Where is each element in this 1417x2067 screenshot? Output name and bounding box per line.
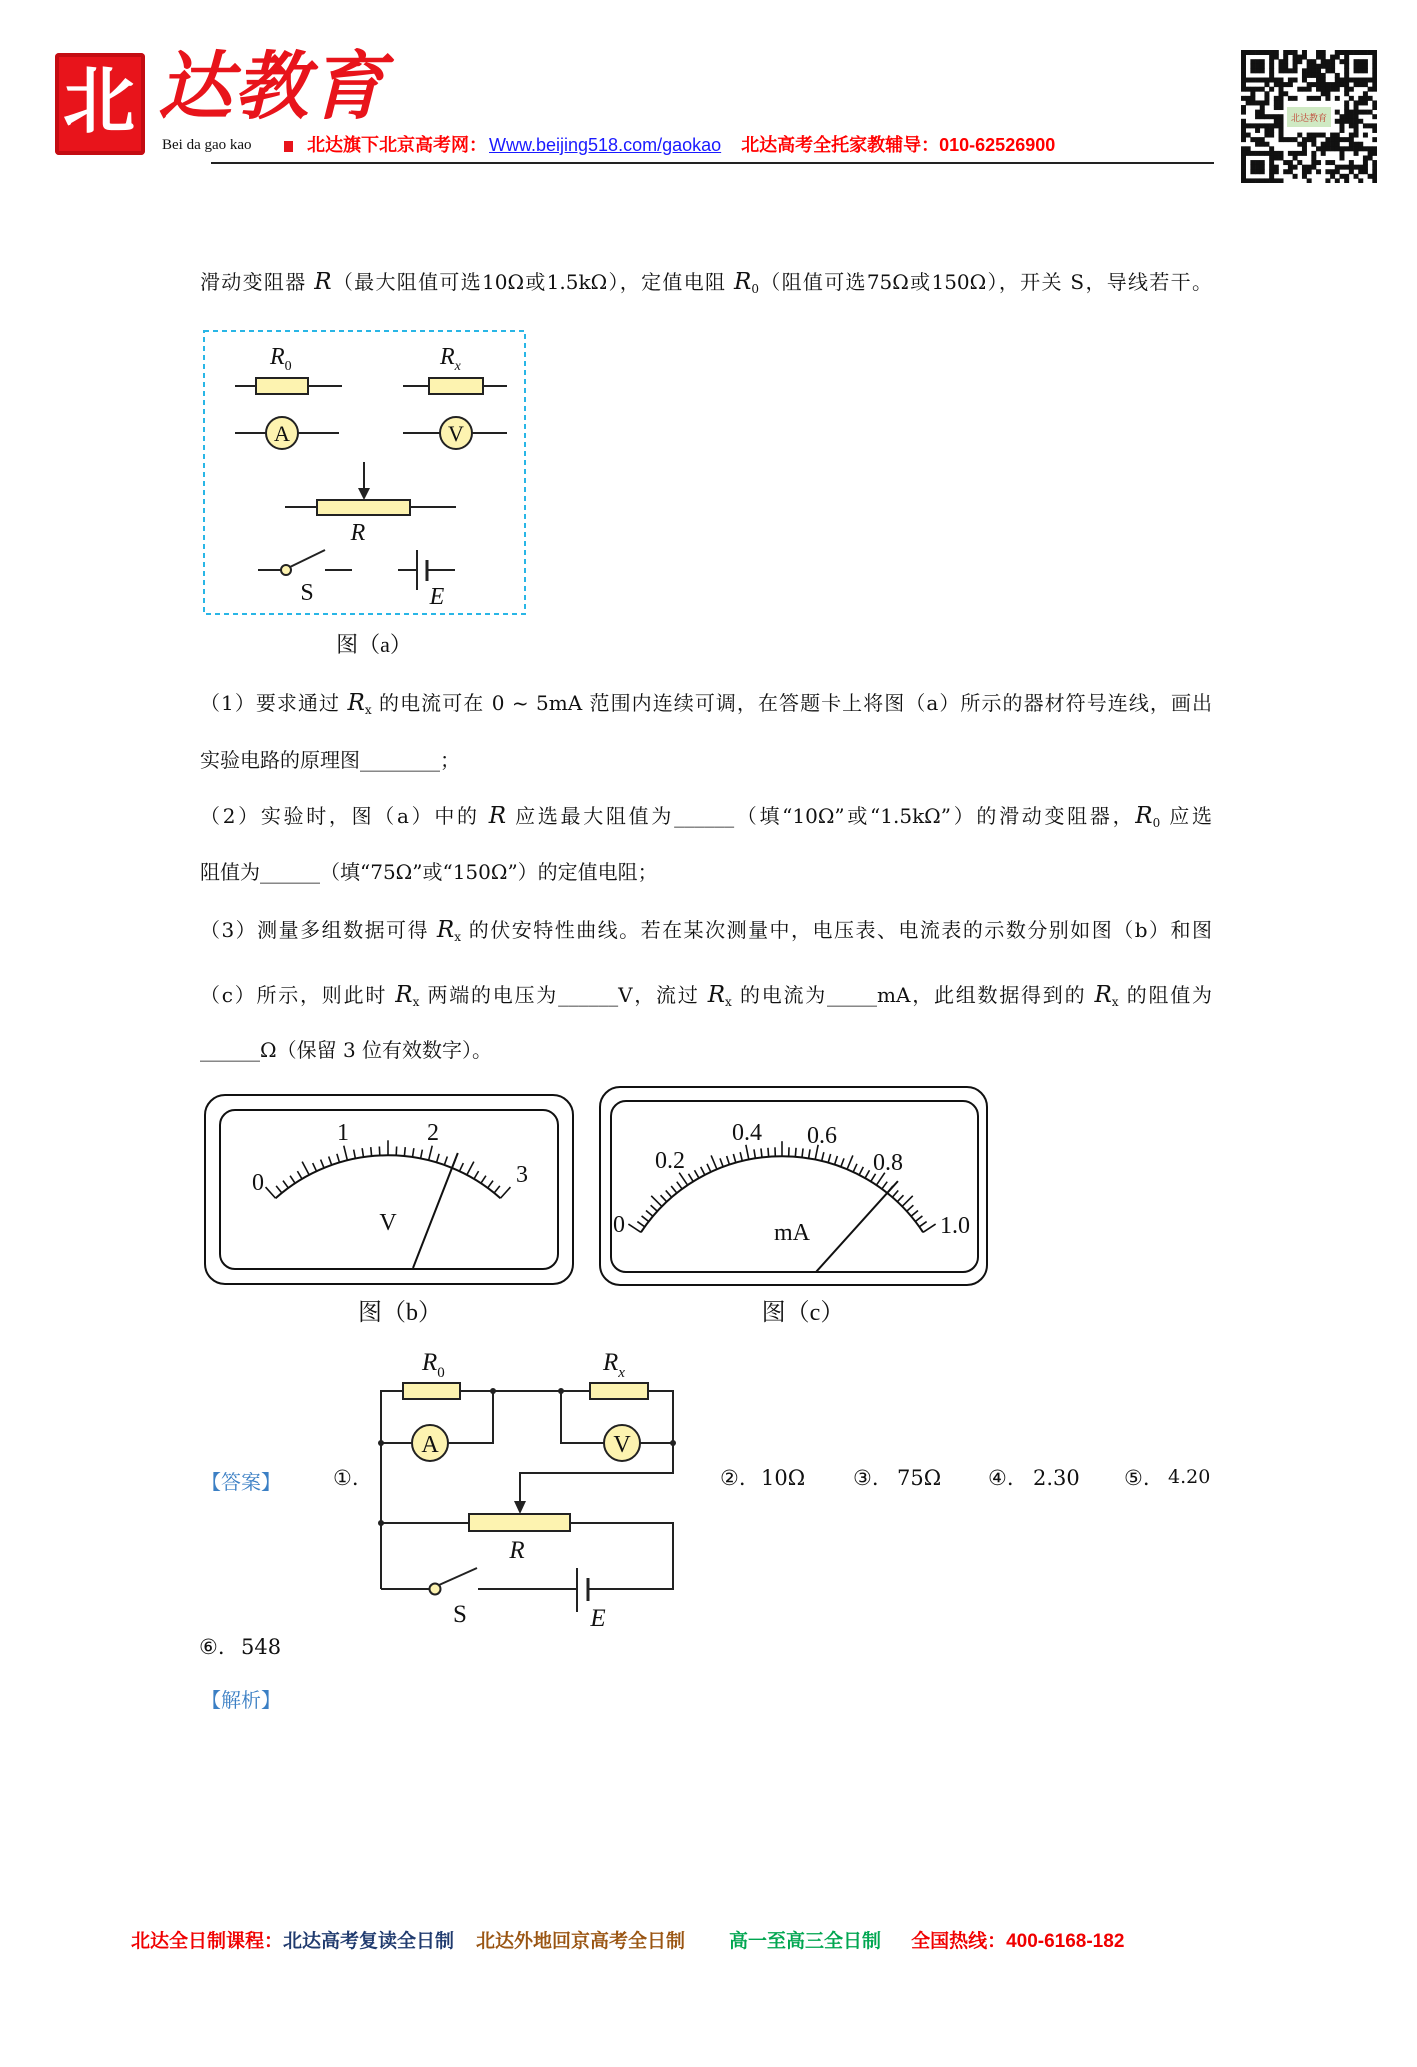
subscript: x (1111, 995, 1119, 1009)
dial-tick (809, 1149, 810, 1158)
dial-tick (915, 1216, 922, 1222)
text-segment: mA，此组数据得到的 (877, 983, 1095, 1007)
text-segment: Ω（保留 3 位有效数字）。 (260, 1038, 493, 1062)
dial-tick (313, 1163, 317, 1171)
dial-tick (865, 1170, 869, 1178)
footer (131, 1926, 1146, 1953)
subscript: x (412, 995, 420, 1009)
variable: R (1135, 803, 1153, 829)
text-segment: （最大阻值可选10Ω或1.5kΩ），定值电阻 (331, 270, 734, 294)
dial-tick (651, 1196, 662, 1207)
dial-tick (302, 1162, 309, 1175)
dial-tick (754, 1149, 755, 1158)
answer-switch-label: S (453, 1601, 467, 1628)
dial-tick-label: 0.2 (655, 1148, 685, 1174)
variable: R (436, 917, 455, 943)
dial-tick-label: 1 (337, 1120, 349, 1146)
footer-hotline: 全国热线：400-6168-182 (911, 1931, 1125, 1952)
dial-tick-label: 2 (427, 1120, 439, 1146)
answer-4-marker: ④. (988, 1466, 1014, 1490)
dial-tick-label: 1.0 (940, 1213, 970, 1239)
dial-tick (677, 1182, 682, 1189)
answer-blank: ______ (200, 1038, 260, 1062)
subscript: 0 (751, 282, 759, 296)
dial-tick (727, 1156, 730, 1165)
text-segment: 的电流为 (731, 983, 828, 1007)
answer-2-value: 10Ω (761, 1466, 806, 1490)
answer-rx-label: $R_x$ (603, 1349, 625, 1381)
logo-char: 北 (63, 58, 136, 143)
dial-tick (429, 1146, 433, 1161)
qr-label: 北达教育 (1290, 113, 1328, 123)
rheostat-label: R (350, 520, 366, 546)
voltmeter-unit: V (379, 1210, 397, 1236)
milliammeter-unit: mA (774, 1220, 810, 1246)
dial-tick (795, 1148, 796, 1157)
dial-tick (290, 1176, 295, 1184)
dial-tick (841, 1158, 844, 1166)
dial-tick (768, 1148, 769, 1157)
dial-tick (897, 1195, 903, 1202)
answer-5-value: 4.20 (1168, 1466, 1211, 1488)
dial-tick-label: 0 (613, 1212, 625, 1238)
dial-tick (481, 1176, 486, 1184)
text-segment: （c）所示，则此时 (200, 983, 396, 1007)
subscript: x (454, 930, 461, 944)
dial-tick (413, 1148, 414, 1157)
dial-tick (911, 1210, 918, 1216)
slider-arrow (514, 1501, 526, 1514)
dial-tick (711, 1155, 717, 1169)
answer-6-value: 548 (241, 1635, 282, 1659)
text-segment: 应选最大阻值为 (506, 804, 675, 828)
rheostat-symbol (469, 1514, 570, 1531)
dial-tick (761, 1148, 762, 1157)
answer-1-marker: ①. (333, 1466, 359, 1490)
answer-5-marker: ⑤. (1124, 1466, 1150, 1490)
dial-tick (902, 1196, 913, 1207)
dial-tick-label: 0.4 (732, 1120, 762, 1146)
dial-tick (297, 1171, 302, 1179)
battery-symbol (398, 550, 455, 590)
wire (520, 1391, 673, 1503)
dial-tick (371, 1147, 372, 1156)
variable: R (395, 982, 413, 1008)
dial-tick (321, 1160, 324, 1168)
switch-symbol (430, 1584, 441, 1595)
dial-tick (679, 1173, 687, 1185)
wire (570, 1523, 673, 1589)
logo-pinyin: Bei da gao kao (162, 137, 252, 153)
dial-tick (733, 1154, 735, 1163)
dial-tick (666, 1190, 672, 1197)
dial-tick (688, 1174, 693, 1182)
variable: R (314, 269, 332, 295)
text-segment: ； (440, 748, 460, 772)
text-segment: （2）实验时，图（a）中的 (200, 804, 489, 828)
dial-tick (362, 1148, 363, 1157)
dial-tick (923, 1224, 936, 1232)
dial-tick (853, 1164, 857, 1172)
footer-item-3: 高一至高三全日制 (729, 1931, 882, 1952)
answer-rheostat-label: R (509, 1537, 525, 1564)
figure-b-caption: 图（b） (358, 1300, 442, 1326)
milliammeter-inner-frame (611, 1101, 978, 1272)
footer-item-1: 北达高考复读全日制 (283, 1931, 455, 1952)
rx-label: $R_x$ (440, 344, 461, 374)
dial-tick (500, 1187, 510, 1198)
milliammeter-outer-frame (600, 1087, 987, 1285)
battery-label: E (429, 584, 445, 610)
dial-tick (421, 1150, 423, 1159)
wire (381, 1391, 403, 1589)
dial-tick (907, 1205, 914, 1211)
answer-3-value: 75Ω (897, 1466, 942, 1490)
dial-tick (404, 1147, 405, 1156)
answer-label: 【答案】 (201, 1470, 281, 1494)
resistor-r0-symbol (235, 378, 342, 394)
ammeter-label: A (274, 421, 290, 446)
figure-c-caption: 图（c） (761, 1300, 845, 1326)
subscript: x (364, 703, 372, 717)
text-segment: 的阻值为 (1118, 983, 1213, 1007)
resistor-rx-symbol (403, 378, 507, 394)
dial-tick (707, 1164, 711, 1172)
text-segment: 的电流可在 0 ~ 5mA 范围内连续可调，在答题卡上将图（a）所示的器材符号连线，画出 (371, 691, 1212, 715)
dial-tick-label: 0.8 (873, 1150, 903, 1176)
dial-tick (835, 1156, 838, 1165)
dial-tick (628, 1224, 641, 1232)
dial-tick-label: 0.6 (807, 1123, 837, 1149)
dial-tick (444, 1156, 447, 1164)
text-segment: 滑动变阻器 (200, 270, 315, 294)
switch-arm (439, 1568, 477, 1585)
dial-tick (460, 1163, 464, 1171)
answer-circuit (378, 1349, 676, 1632)
footer-course-label: 北达全日制课程： (131, 1931, 284, 1952)
dial-tick (882, 1182, 887, 1189)
variable: R (488, 803, 507, 829)
answer-ammeter-label: A (421, 1432, 439, 1458)
dial-tick-label: 0 (252, 1170, 264, 1196)
answer-blank: ______ (260, 860, 320, 884)
rheostat-symbol (285, 462, 456, 515)
dial-tick (740, 1152, 742, 1161)
dial-arc (276, 1155, 501, 1198)
logo-name: 达教育 (158, 44, 386, 130)
dial-tick (637, 1222, 644, 1227)
dial-tick (474, 1171, 479, 1179)
text-segment: 两端的电压为 (419, 983, 559, 1007)
dial-tick (283, 1181, 288, 1188)
answer-r0-label: $R_0$ (422, 1349, 445, 1381)
text-segment: （填“75Ω”或“150Ω”）的定值电阻； (320, 860, 658, 884)
answer-voltmeter-label: V (613, 1432, 631, 1458)
variable: R (707, 982, 726, 1008)
dial-tick (329, 1156, 332, 1164)
subscript: 0 (1152, 816, 1161, 830)
answer-blank: ______ (558, 983, 619, 1007)
dial-tick (822, 1152, 824, 1161)
dial-tick (701, 1167, 705, 1175)
answer-battery-label: E (590, 1605, 606, 1632)
analysis-label: 【解析】 (201, 1688, 281, 1712)
dial-tick (488, 1181, 493, 1188)
dial-tick (720, 1158, 723, 1166)
dial-tick (859, 1167, 863, 1175)
variable: R (347, 690, 365, 716)
resistor-r0-symbol (403, 1383, 460, 1399)
variable: R (734, 269, 752, 295)
dial-tick (802, 1148, 803, 1157)
answer-2-marker: ②. (720, 1466, 746, 1490)
footer-item-2: 北达外地回京高考全日制 (476, 1931, 686, 1952)
dial-tick (642, 1216, 649, 1222)
text-segment: （阻值可选75Ω或150Ω），开关 S，导线若干。 (758, 270, 1212, 294)
answer-4-value: 2.30 (1033, 1466, 1080, 1490)
answer-6-marker: ⑥. (199, 1635, 225, 1659)
r0-label: $R_0$ (270, 344, 292, 374)
tutor-label: 北达高考全托家教辅导：010-62526900 (741, 135, 1056, 155)
dial-tick (266, 1187, 276, 1198)
dial-tick (467, 1162, 474, 1175)
dial-tick (437, 1154, 440, 1163)
site-link[interactable]: Www.beijing518.com/gaokao (489, 135, 722, 155)
answer-blank: _____ (827, 983, 878, 1007)
subscript: x (725, 995, 732, 1009)
answer-3-marker: ③. (853, 1466, 879, 1490)
dial-tick-label: 3 (516, 1162, 528, 1188)
dial-tick (661, 1195, 667, 1202)
answer-blank: ______ (674, 804, 735, 828)
dial-tick (494, 1186, 500, 1193)
dial-needle (413, 1153, 458, 1268)
dial-tick (694, 1170, 698, 1178)
variable: R (1094, 982, 1112, 1008)
milliammeter-dial (600, 1087, 987, 1285)
dial-tick (337, 1154, 340, 1163)
text-segment: （3）测量多组数据可得 (200, 918, 437, 942)
dial-needle (816, 1181, 898, 1272)
text-segment: （1）要求通过 (200, 691, 348, 715)
dial-tick (746, 1145, 749, 1160)
site-label: 北达旗下北京高考网： (307, 135, 487, 155)
dial-tick (847, 1155, 853, 1169)
text-segment: 的伏安特性曲线。若在某次测量中，电压表、电流表的示数分别如图（b）和图 (460, 918, 1212, 942)
resistor-rx-symbol (590, 1383, 648, 1399)
text-segment: 实验电路的原理图 (200, 748, 360, 772)
dial-tick (344, 1146, 348, 1161)
text-segment: （填“10Ω”或“1.5kΩ”）的滑动变阻器， (734, 804, 1136, 828)
text-segment: V，流过 (618, 983, 708, 1007)
figure-a (204, 331, 525, 614)
dial-tick (651, 1205, 658, 1211)
dial-tick (354, 1150, 356, 1159)
switch-symbol (258, 550, 352, 575)
dial-tick (892, 1190, 898, 1197)
voltmeter-label: V (448, 421, 464, 446)
dial-tick (646, 1210, 653, 1216)
switch-label: S (300, 580, 314, 606)
voltmeter-dial (205, 1095, 573, 1284)
dial-tick (671, 1186, 677, 1193)
answer-blank: ________ (360, 748, 440, 772)
dial-tick (828, 1154, 830, 1163)
text-segment: 应选 (1160, 804, 1213, 828)
dial-tick (276, 1186, 282, 1193)
dial-tick (919, 1222, 926, 1227)
text-segment: 阻值为 (200, 860, 260, 884)
figure-a-caption: 图（a） (336, 632, 412, 657)
